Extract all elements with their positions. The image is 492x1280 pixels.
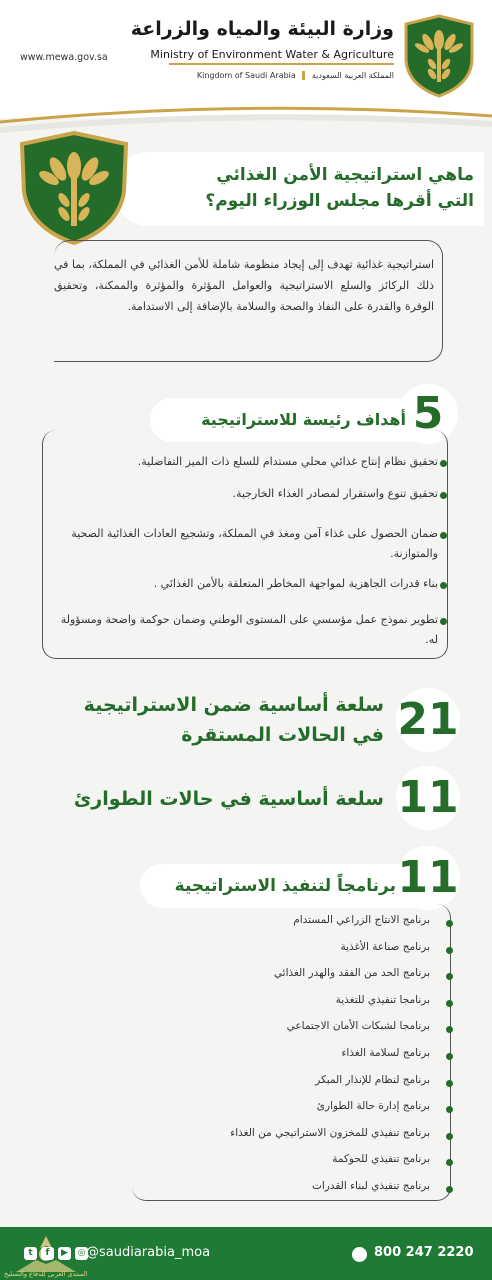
kingdom-english: Kingdom of Saudi Arabia [196, 71, 296, 80]
goal-item-5: تطوير نموذج عمل مؤسسي على المستوى الوطني وضمان حوكمة واضحة ومسؤولة له. [60, 613, 438, 646]
question-line-2: التي أقرها مجلس الوزراء اليوم؟ [205, 191, 474, 211]
phone-number[interactable]: 800 247 2220 [374, 1245, 474, 1260]
header-divider [169, 63, 394, 65]
program-item-7: برنامج لنظام للإنذار المبكر [315, 1074, 430, 1086]
program-item-4: برنامجا تنفيذي للتغذية [335, 994, 430, 1006]
shield-logo-icon [18, 130, 130, 246]
question-heading [205, 162, 474, 214]
program-item-1: برنامج الانتاج الزراعي المستدام [293, 914, 430, 926]
goal-item-2: تحقيق تنوع واستقرار لمصادر الغذاء الخارجية. [232, 487, 438, 500]
goal-item-3: ضمان الحصول على غذاء آمن ومغذ في المملكة، وتشجيع العادات الغذائية الصحية والمتوازنة. [71, 527, 438, 560]
stat-21-line-2: في الحالات المستقرة [181, 724, 384, 746]
stat-11-text: سلعة أساسية في حالات الطوارئ [73, 788, 384, 810]
goals-number: 5 [412, 388, 444, 439]
program-bullet [446, 1000, 453, 1007]
program-item-2: برنامج صناعة الأغذية [340, 941, 430, 953]
instagram-icon[interactable]: ◎ [75, 1247, 88, 1260]
intro-paragraph: استراتيجية غذائية تهدف إلى إيجاد منظومة شاملة للأمن الغذائي في المملكة، بما في ذلك الركائز والسلع الاستراتيجية والعوامل المؤثرة والمؤثرة والممكنة، وتحقيق الوفرة والقدرة على النفاذ والصحة والسلامة بالإضافة إلى الاستدامة. [54, 258, 434, 313]
program-item-8: برنامج إدارة حالة الطوارئ [316, 1100, 430, 1112]
goal-bullet [440, 532, 447, 539]
program-bullet [446, 1159, 453, 1166]
kingdom-label [197, 71, 394, 80]
program-bullet [446, 1133, 453, 1140]
website-link[interactable]: www.mewa.gov.sa [20, 52, 108, 63]
facebook-icon[interactable]: f [41, 1247, 54, 1260]
stat-11-number: 11 [397, 772, 459, 823]
program-bullet [446, 947, 453, 954]
goal-bullet [440, 582, 447, 589]
programs-number: 11 [397, 852, 459, 903]
program-bullet [446, 1106, 453, 1113]
program-item-6: برنامج لسلامة الغذاء [341, 1047, 430, 1059]
phone-icon [352, 1247, 367, 1262]
program-bullet [446, 920, 453, 927]
goal-bullet [440, 492, 447, 499]
program-bullet [446, 1053, 453, 1060]
kingdom-arabic: المملكة العربية السعودية [311, 71, 394, 80]
stat-21-number: 21 [397, 694, 459, 745]
program-bullet [446, 1186, 453, 1193]
program-item-5: برنامجا لشبكات الأمان الاجتماعي [286, 1020, 430, 1032]
twitter-icon[interactable]: t [24, 1247, 37, 1260]
stat-21-line-1: سلعة أساسية ضمن الاستراتيجية [83, 694, 384, 716]
goal-bullet [440, 618, 447, 625]
programs-title: برنامجاً لتنفيذ الاستراتيجية [174, 876, 396, 896]
program-bullet [446, 1026, 453, 1033]
program-bullet [446, 1080, 453, 1087]
question-line-1: ماهي استراتيجية الأمن الغذائي [216, 165, 474, 185]
social-handle[interactable]: @saudiarabia_moa [86, 1245, 211, 1260]
social-icons [24, 1247, 88, 1260]
program-item-11: برنامج تنفيذي لبناء القدرات [311, 1180, 430, 1192]
ministry-logo-icon [402, 14, 476, 98]
stat-21-text [84, 690, 384, 750]
youtube-icon[interactable]: ▶ [58, 1247, 71, 1260]
goal-item-4: بناء قدرات الجاهزية لمواجهة المخاطر المتعلقة بالأمن الغذائي . [153, 577, 438, 590]
program-item-3: برنامج الحد من الفقد والهدر الغذائي [273, 967, 430, 979]
ministry-arabic-title: وزارة البيئة والمياه والزراعة [130, 18, 394, 40]
program-item-9: برنامج تنفيذي للمخزون الاستراتيجي من الغذاء [230, 1127, 430, 1139]
goal-bullet [440, 460, 447, 467]
goal-item-1: تحقيق نظام إنتاج غذائي محلي مستدام للسلع ذات الميز التفاضلية. [137, 455, 438, 468]
program-bullet [446, 973, 453, 980]
watermark-text: المنتدى العربي للدفاع والتسليح [4, 1270, 88, 1278]
program-item-10: برنامج تنفيذي للحوكمة [332, 1153, 430, 1165]
goals-title: أهداف رئيسة للاستراتيجية [201, 410, 406, 429]
ministry-english-title: Ministry of Environment Water & Agriculture [150, 48, 394, 61]
